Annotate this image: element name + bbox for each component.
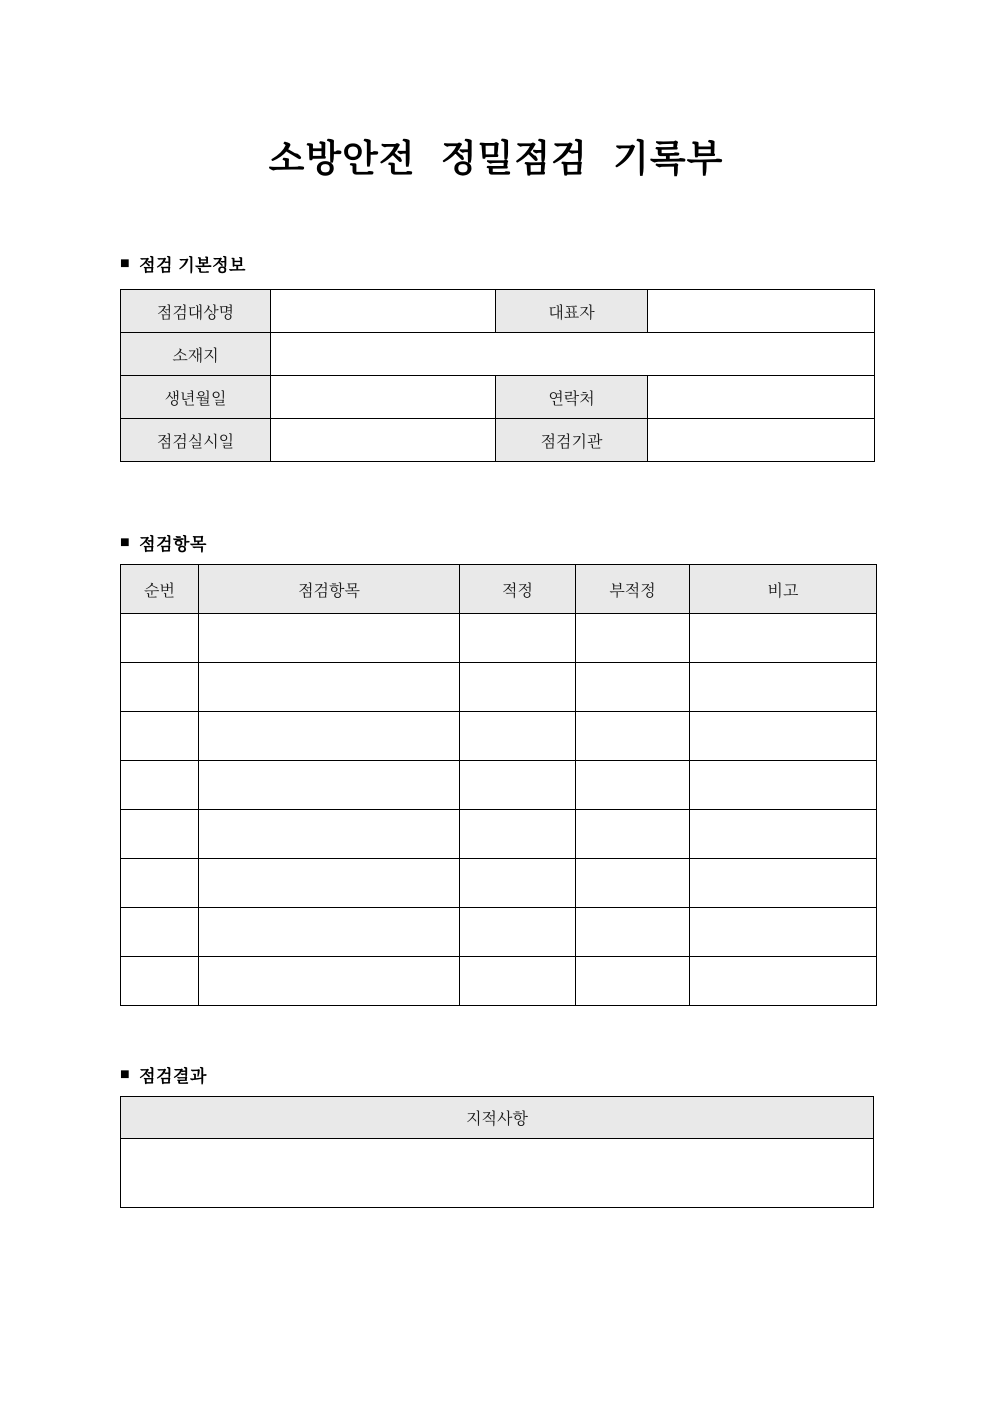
table-row: [121, 376, 875, 419]
field-label-inspection-date: 점검실시일: [121, 419, 271, 462]
item-cell: [460, 810, 576, 859]
column-header-item: 점검항목: [199, 565, 460, 614]
item-cell: [199, 761, 460, 810]
item-cell: [460, 957, 576, 1006]
field-value-birthdate: [271, 376, 496, 419]
item-cell: [576, 957, 690, 1006]
column-header-number: 순번: [121, 565, 199, 614]
item-cell: [121, 663, 199, 712]
item-cell: [576, 663, 690, 712]
results-header-row: [121, 1097, 874, 1139]
results-content-cell: [121, 1139, 874, 1208]
document-title: 소방안전 정밀점검 기록부: [268, 138, 724, 179]
item-cell: [199, 614, 460, 663]
section-heading-results: [120, 1062, 207, 1087]
item-cell: [576, 761, 690, 810]
item-cell: [199, 663, 460, 712]
item-cell: [199, 908, 460, 957]
field-label-target-name: 점검대상명: [121, 290, 271, 333]
item-cell: [199, 859, 460, 908]
item-row: [121, 614, 877, 663]
table-row: [121, 419, 875, 462]
items-table-body: [121, 614, 877, 1006]
item-cell: [121, 810, 199, 859]
item-row: [121, 810, 877, 859]
item-cell: [576, 908, 690, 957]
item-cell: [690, 859, 877, 908]
results-content-row: [121, 1139, 874, 1208]
square-bullet-icon: ■: [120, 1065, 131, 1083]
items-header-row: [121, 565, 877, 614]
table-row: [121, 333, 875, 376]
column-header-inadequate: 부적정: [576, 565, 690, 614]
item-row: [121, 712, 877, 761]
section-heading-text: 점검항목: [139, 535, 207, 554]
item-cell: [460, 663, 576, 712]
item-cell: [690, 663, 877, 712]
item-cell: [199, 712, 460, 761]
field-value-location: [271, 333, 875, 376]
item-row: [121, 957, 877, 1006]
square-bullet-icon: ■: [120, 254, 131, 272]
square-bullet-icon: ■: [120, 533, 131, 551]
section-heading-basic-info: [120, 251, 246, 276]
item-row: [121, 859, 877, 908]
item-cell: [121, 957, 199, 1006]
item-cell: [576, 614, 690, 663]
field-value-contact: [648, 376, 875, 419]
items-table: [120, 564, 877, 1006]
item-cell: [121, 859, 199, 908]
field-value-inspection-date: [271, 419, 496, 462]
item-cell: [576, 859, 690, 908]
item-cell: [460, 859, 576, 908]
item-cell: [690, 810, 877, 859]
item-cell: [121, 712, 199, 761]
item-cell: [460, 614, 576, 663]
column-header-remarks: 비고: [690, 565, 877, 614]
field-label-birthdate: 생년월일: [121, 376, 271, 419]
item-cell: [690, 908, 877, 957]
item-cell: [460, 712, 576, 761]
item-cell: [121, 908, 199, 957]
item-cell: [121, 614, 199, 663]
item-cell: [690, 957, 877, 1006]
section-heading-text: 점검 기본정보: [139, 256, 246, 275]
item-cell: [690, 712, 877, 761]
results-header-findings: 지적사항: [121, 1097, 874, 1139]
table-row: [121, 290, 875, 333]
item-cell: [460, 761, 576, 810]
field-label-location: 소재지: [121, 333, 271, 376]
column-header-adequate: 적정: [460, 565, 576, 614]
basic-info-table: [120, 289, 875, 462]
section-heading-text: 점검결과: [139, 1067, 207, 1086]
item-cell: [121, 761, 199, 810]
field-label-contact: 연락처: [496, 376, 648, 419]
field-value-inspection-agency: [648, 419, 875, 462]
section-heading-items: [120, 530, 207, 555]
item-row: [121, 908, 877, 957]
item-cell: [199, 957, 460, 1006]
item-cell: [576, 712, 690, 761]
item-cell: [690, 761, 877, 810]
field-value-representative: [648, 290, 875, 333]
item-row: [121, 761, 877, 810]
results-table: [120, 1096, 874, 1208]
field-value-target-name: [271, 290, 496, 333]
field-label-representative: 대표자: [496, 290, 648, 333]
item-cell: [576, 810, 690, 859]
item-cell: [460, 908, 576, 957]
item-cell: [690, 614, 877, 663]
item-cell: [199, 810, 460, 859]
field-label-inspection-agency: 점검기관: [496, 419, 648, 462]
item-row: [121, 663, 877, 712]
